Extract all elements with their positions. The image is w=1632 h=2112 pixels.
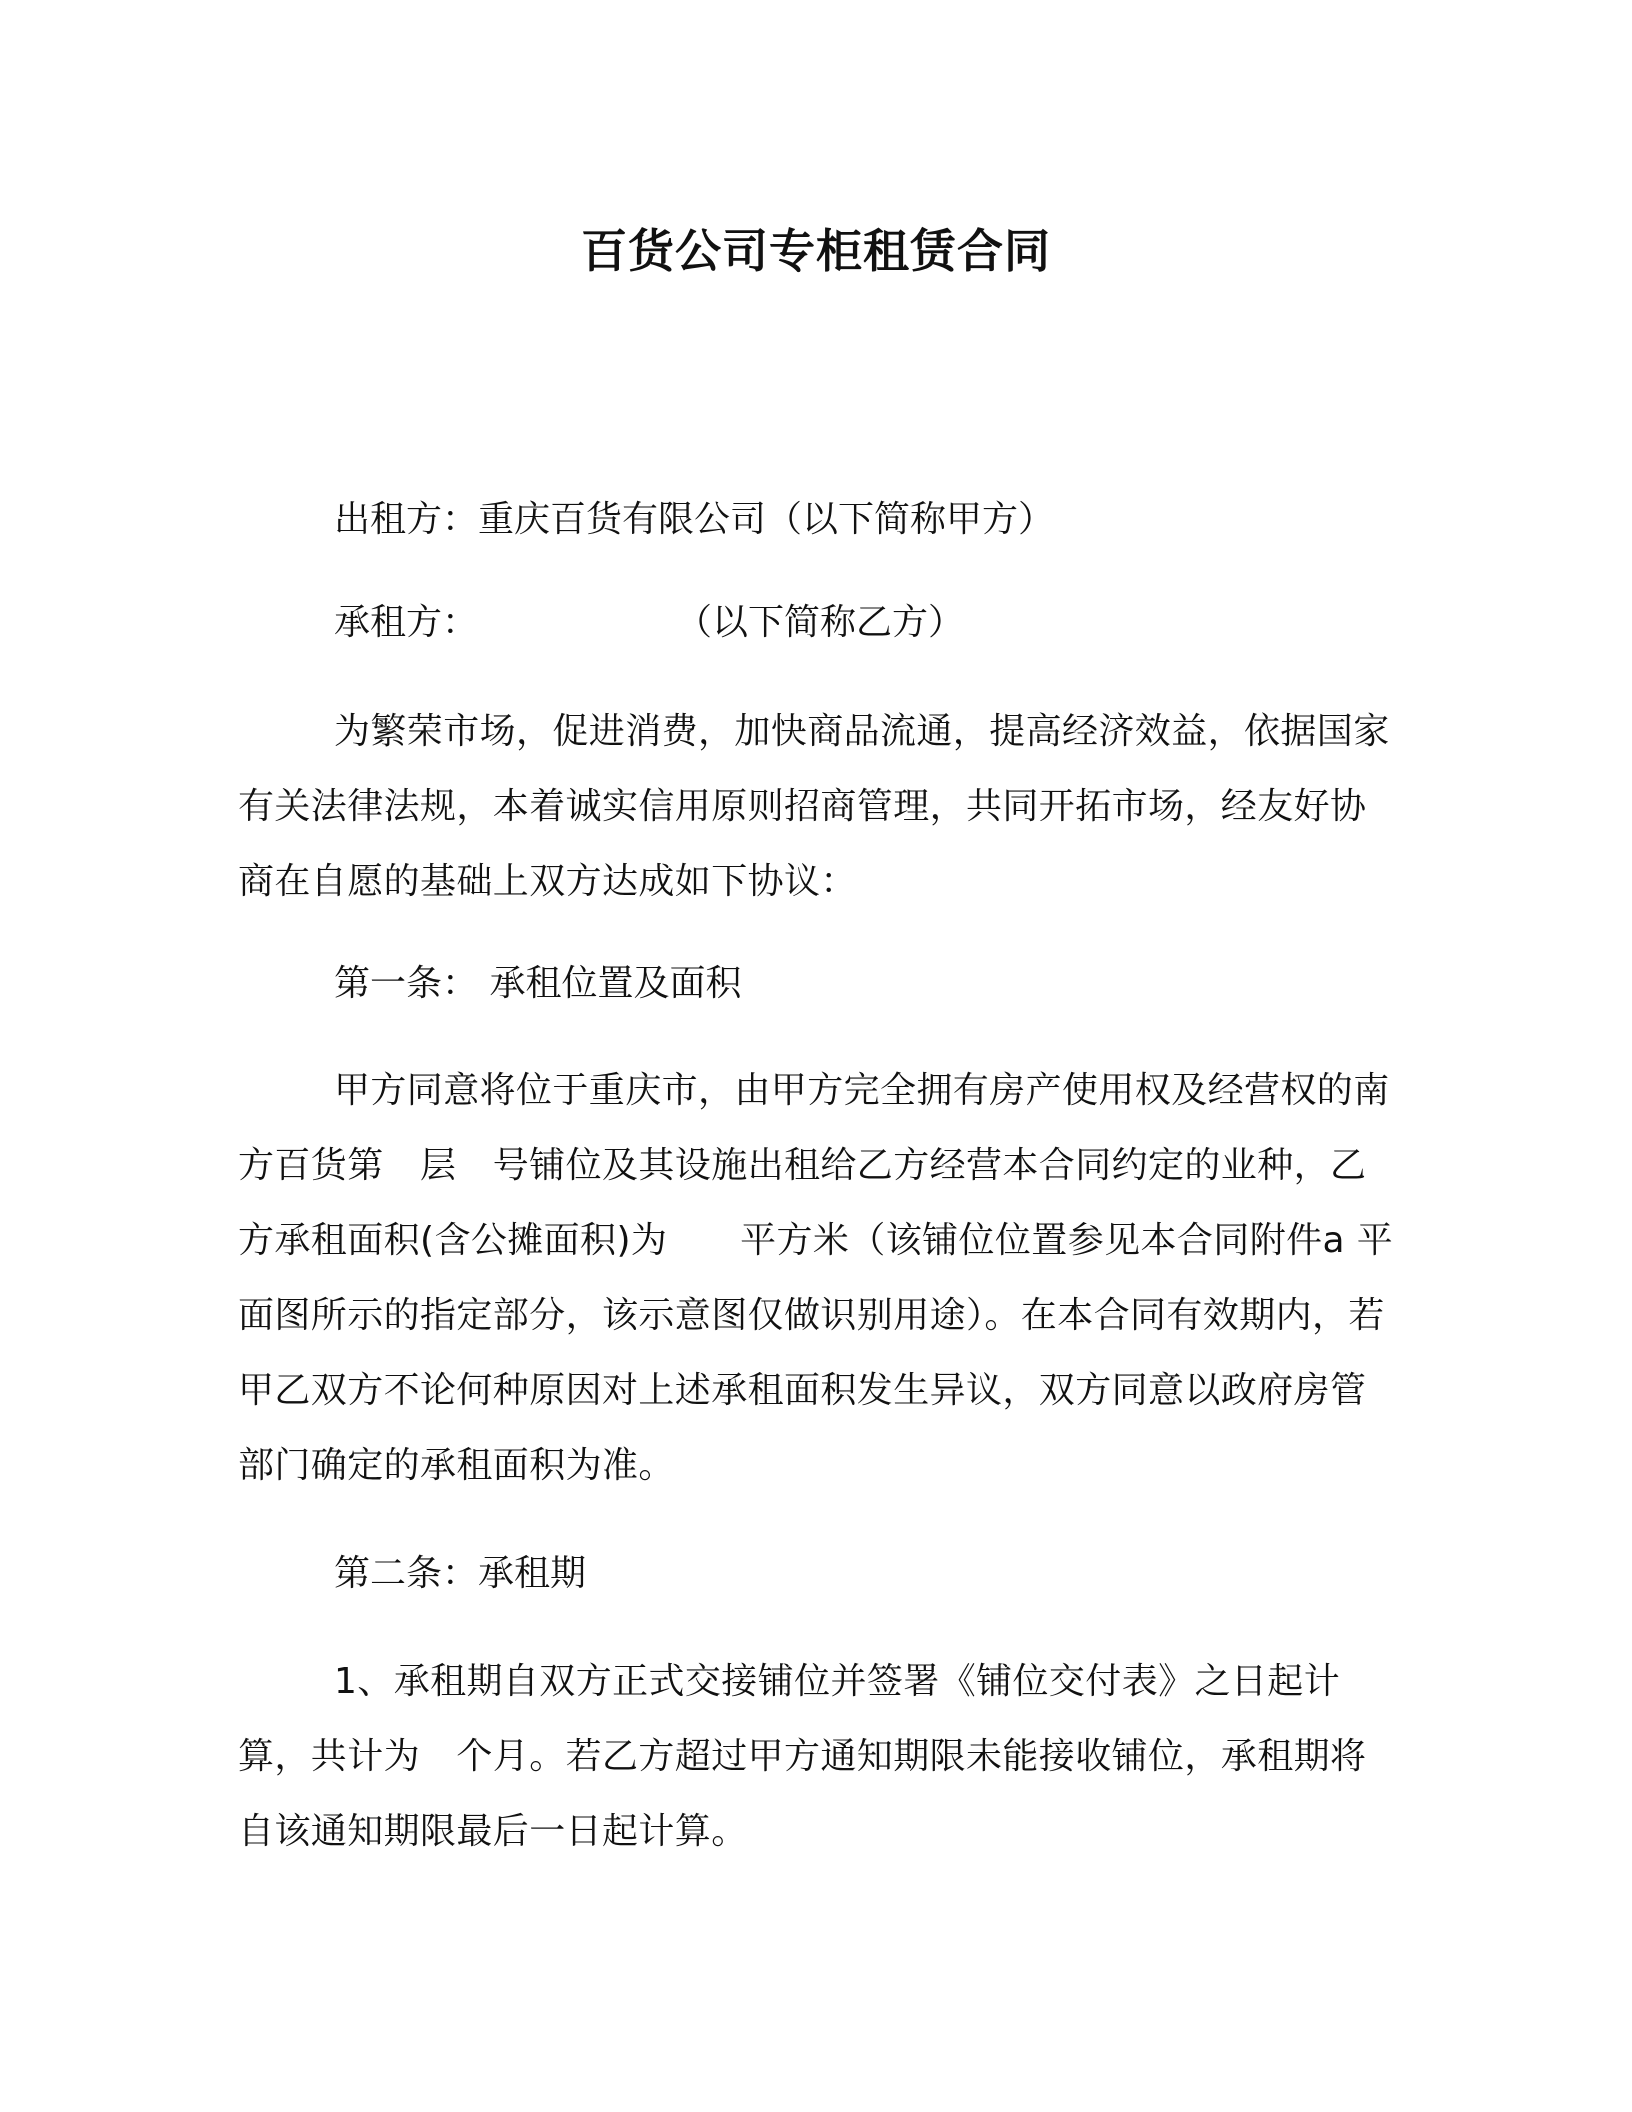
lessor-line: 出租方：重庆百货有限公司（以下简称甲方）	[334, 499, 1055, 540]
lessee-suffix: （以下简称乙方）	[676, 602, 965, 643]
article2-heading: 第二条：承租期	[334, 1553, 587, 1594]
preamble-paragraph: 为繁荣市场，促进消费，加快商品流通，提高经济效益，依据国家有关法律法规，本着诚实信用原则招商管理，共同开拓市场，经友好协商在自愿的基础上双方达成如下协议：	[238, 711, 1390, 902]
lessee-label: 承租方：	[334, 602, 479, 643]
article1-heading: 第一条： 承租位置及面积	[334, 963, 742, 1004]
article2-item1-paragraph: 1、承租期自双方正式交接铺位并签署《铺位交付表》之日起计算，共计为 个月。若乙方超过甲方通知期限未能接收铺位，承租期将自该通知期限最后一日起计算。	[238, 1661, 1367, 1852]
article1-paragraph: 甲方同意将位于重庆市，由甲方完全拥有房产使用权及经营权的南方百货第 层 号铺位及其设施出租给乙方经营本合同约定的业种，乙方承租面积(含公摊面积)为 平方米（该铺位位置参见本合同附件a 平面图所示的指定部分，该示意图仅做识别用途）。在本合同有效期内，若甲乙双方不论何种原因对上述承租面积发生异议，双方同意以政府房管部门确定的承租面积为准。	[238, 1070, 1394, 1486]
document-title: 百货公司专柜租赁合同	[581, 224, 1051, 278]
